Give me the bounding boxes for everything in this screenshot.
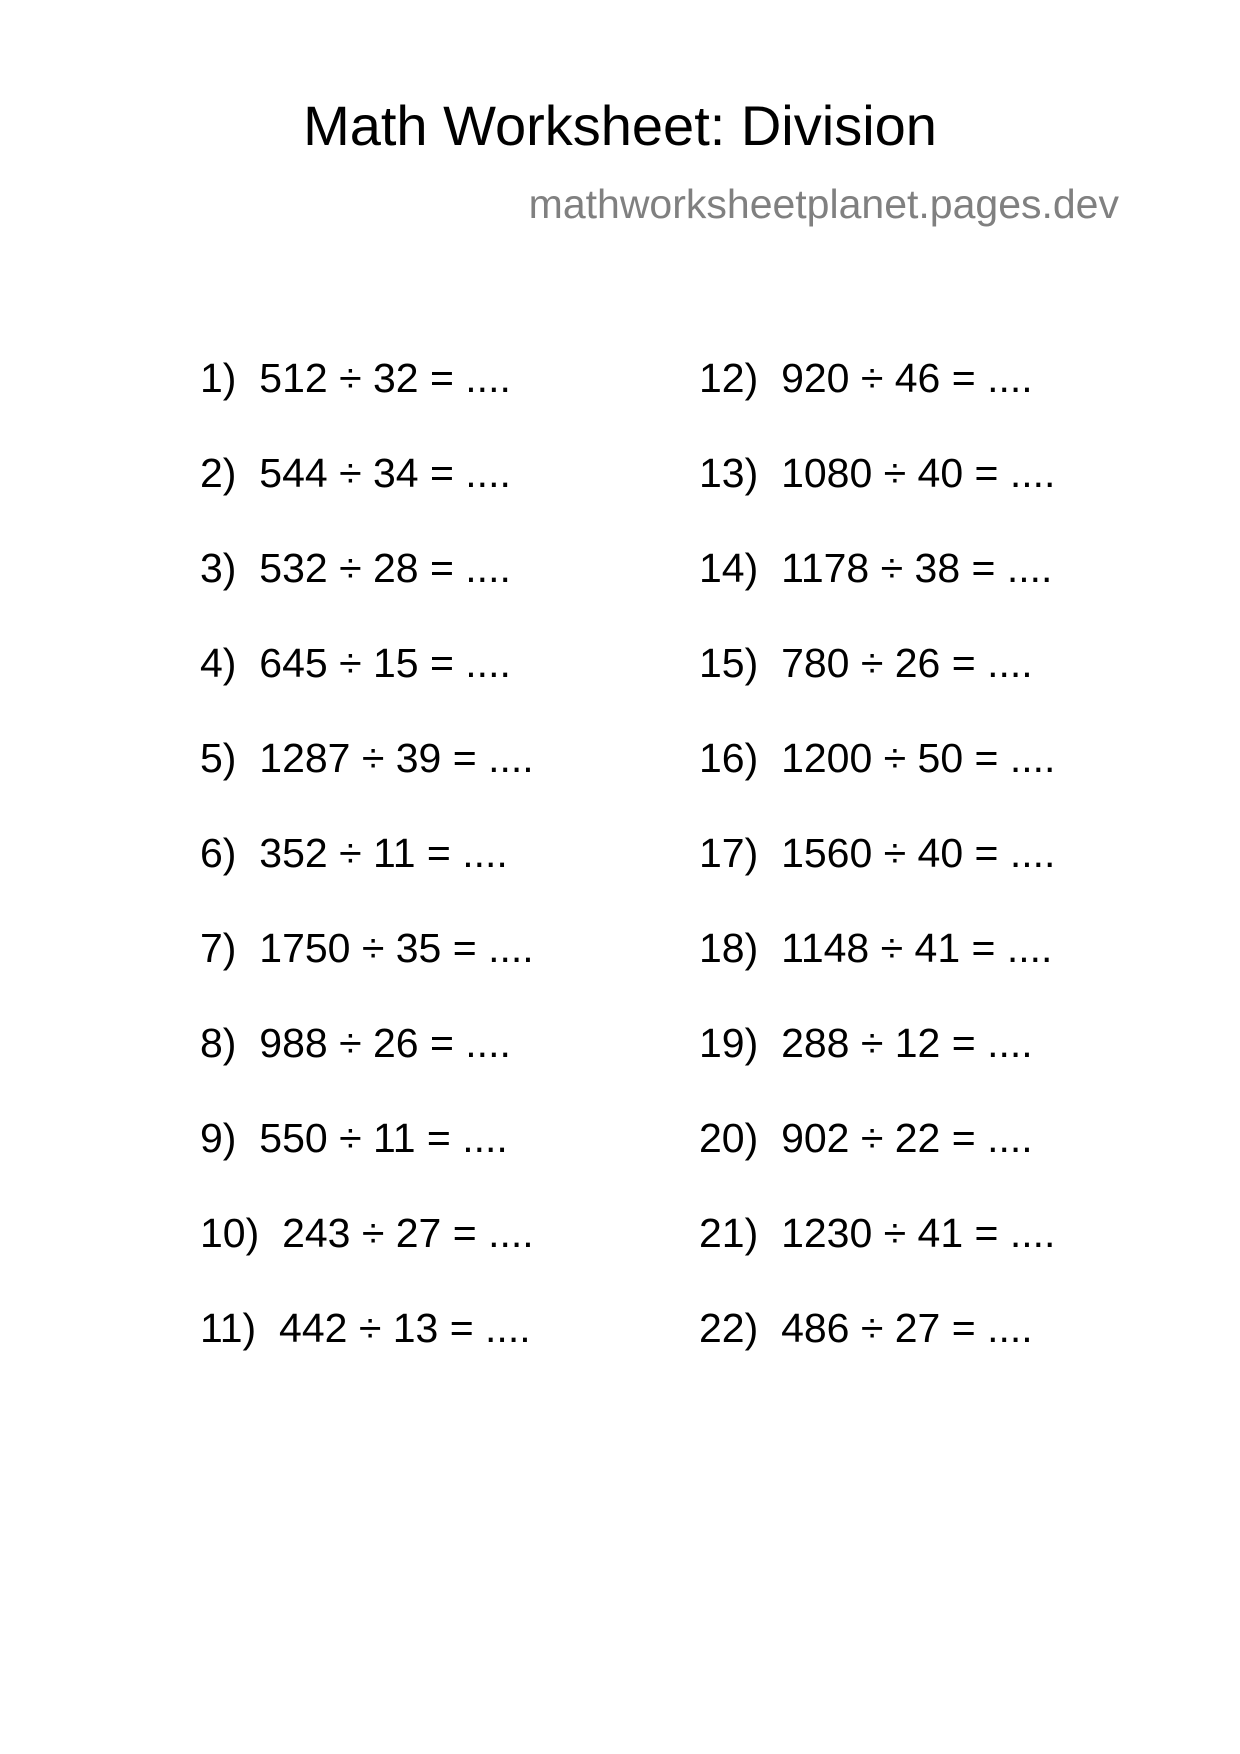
- problem-number: 7): [200, 925, 237, 971]
- problem-expression: 550 ÷ 11 = ....: [259, 1115, 508, 1161]
- problem-number: 1): [200, 355, 237, 401]
- problem-item: [200, 829, 534, 924]
- problem-number: 4): [200, 640, 237, 686]
- problem-expression: 512 ÷ 32 = ....: [259, 355, 511, 401]
- problem-expression: 1287 ÷ 39 = ....: [259, 735, 534, 781]
- problem-expression: 532 ÷ 28 = ....: [259, 545, 511, 591]
- problem-expression: 920 ÷ 46 = ....: [781, 355, 1033, 401]
- problem-item: [699, 829, 1055, 924]
- problem-number: 8): [200, 1020, 237, 1066]
- problem-number: 13): [699, 450, 759, 496]
- problem-item: [699, 544, 1055, 639]
- problem-number: 20): [699, 1115, 759, 1161]
- problem-list-left: [200, 354, 534, 1399]
- problem-number: 22): [699, 1305, 759, 1351]
- problem-expression: 1080 ÷ 40 = ....: [781, 450, 1056, 496]
- problem-expression: 1750 ÷ 35 = ....: [259, 925, 534, 971]
- problem-expression: 902 ÷ 22 = ....: [781, 1115, 1033, 1161]
- problem-number: 16): [699, 735, 759, 781]
- problem-number: 3): [200, 545, 237, 591]
- problem-expression: 1230 ÷ 41 = ....: [781, 1210, 1056, 1256]
- problem-item: [200, 734, 534, 829]
- problem-expression: 352 ÷ 11 = ....: [259, 830, 508, 876]
- problem-number: 6): [200, 830, 237, 876]
- problem-item: [699, 1114, 1055, 1209]
- problem-number: 5): [200, 735, 237, 781]
- problem-expression: 288 ÷ 12 = ....: [781, 1020, 1033, 1066]
- problem-item: [200, 1304, 534, 1399]
- problem-expression: 1560 ÷ 40 = ....: [781, 830, 1056, 876]
- problem-item: [200, 354, 534, 449]
- problem-item: [200, 544, 534, 639]
- problem-expression: 544 ÷ 34 = ....: [259, 450, 511, 496]
- problem-expression: 780 ÷ 26 = ....: [781, 640, 1033, 686]
- problem-number: 10): [200, 1210, 260, 1256]
- problem-number: 19): [699, 1020, 759, 1066]
- problem-item: [200, 1019, 534, 1114]
- problem-item: [699, 924, 1055, 1019]
- problem-number: 15): [699, 640, 759, 686]
- problem-list-right: [699, 354, 1055, 1399]
- problem-number: 14): [699, 545, 759, 591]
- problem-item: [699, 1304, 1055, 1399]
- problem-item: [200, 924, 534, 1019]
- problem-item: [699, 449, 1055, 544]
- website-url: mathworksheetplanet.pages.dev: [528, 181, 1119, 227]
- problem-item: [200, 639, 534, 734]
- problem-item: [699, 639, 1055, 734]
- problem-number: 11): [200, 1305, 257, 1351]
- problem-item: [699, 734, 1055, 829]
- problem-expression: 486 ÷ 27 = ....: [781, 1305, 1033, 1351]
- problem-expression: 645 ÷ 15 = ....: [259, 640, 511, 686]
- problem-item: [699, 1019, 1055, 1114]
- problem-number: 17): [699, 830, 759, 876]
- problem-number: 2): [200, 450, 237, 496]
- problem-expression: 988 ÷ 26 = ....: [259, 1020, 511, 1066]
- problem-expression: 1148 ÷ 41 = ....: [781, 925, 1053, 971]
- problem-number: 12): [699, 355, 759, 401]
- problem-item: [699, 354, 1055, 449]
- problem-item: [200, 449, 534, 544]
- problem-expression: 1178 ÷ 38 = ....: [781, 545, 1053, 591]
- problem-number: 18): [699, 925, 759, 971]
- problem-item: [200, 1209, 534, 1304]
- problem-number: 21): [699, 1210, 759, 1256]
- problem-expression: 442 ÷ 13 = ....: [279, 1305, 531, 1351]
- problem-expression: 243 ÷ 27 = ....: [282, 1210, 534, 1256]
- problem-number: 9): [200, 1115, 237, 1161]
- problem-expression: 1200 ÷ 50 = ....: [781, 735, 1056, 781]
- problem-item: [699, 1209, 1055, 1304]
- problem-item: [200, 1114, 534, 1209]
- page-title: Math Worksheet: Division: [303, 94, 937, 157]
